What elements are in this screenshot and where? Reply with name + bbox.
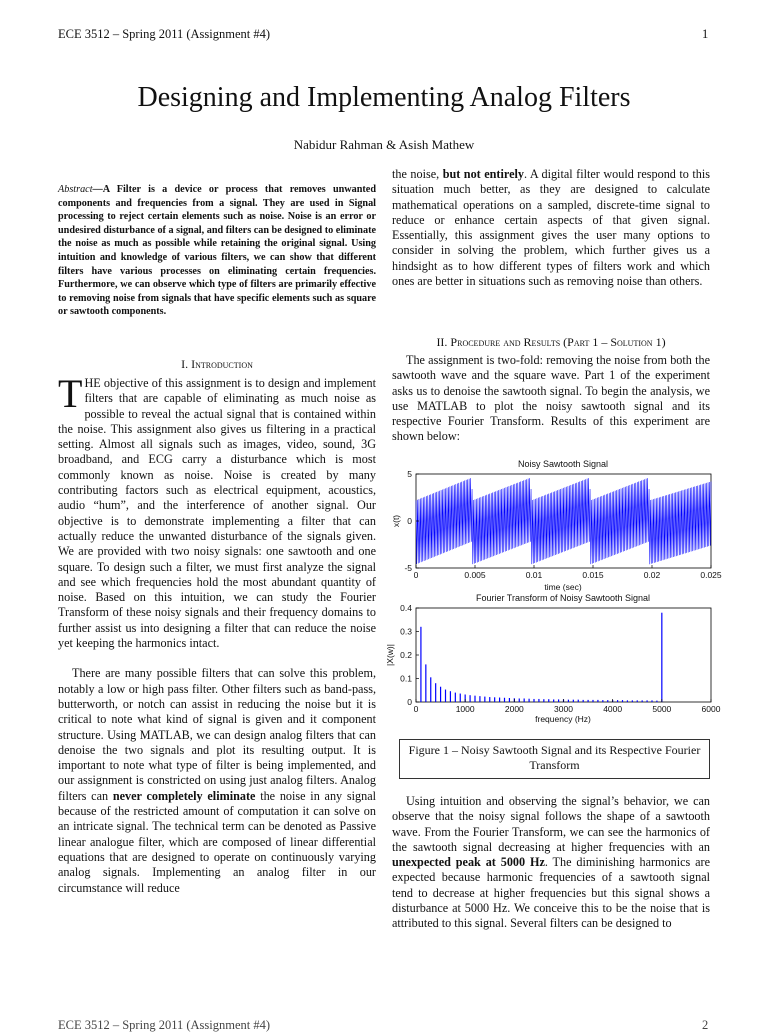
chart-2-xtick-label: 6000 (701, 704, 721, 714)
drop-cap: T (58, 371, 83, 416)
chart-1-xtick-label: 0.02 (643, 570, 661, 580)
chart-1-ytick-label: -5 (404, 563, 412, 573)
chart-2-xtick-label: 0 (413, 704, 419, 714)
section-heading-introduction: I. Introduction (181, 357, 253, 371)
procedure-paragraph-2: Using intuition and observing the signal’s behavior, we can observe that the noisy signal follows the shape of a sawtooth wave. From the Fourier Transform, we can see the harmonics of the sawtooth signal decreasing at higher frequencies with an unexpected peak at 5000 Hz. The diminishing harmonics are expected because harmonic frequencies of a sawtooth signal tend to decrease at higher frequencies but this signal shows a disturbance at 5000 Hz. We conceive this to be the noise that is attributed to this signal. Several filters can be designed to (392, 794, 710, 931)
running-footer: ECE 3512 – Spring 2011 (Assignment #4) (58, 1018, 271, 1032)
chart-2-ytick-label: 0.2 (400, 650, 412, 660)
footer-page-number: 2 (702, 1018, 709, 1032)
paper-title: Designing and Implementing Analog Filters (137, 82, 631, 113)
chart-1-title: Noisy Sawtooth Signal (517, 459, 609, 469)
chart-1-xtick-label: 0.015 (582, 570, 604, 580)
chart-2-xtick-label: 4000 (603, 704, 623, 714)
chart-2-ytick-label: 0.1 (400, 673, 412, 684)
chart-1-signal-line (416, 478, 711, 564)
page-number: 1 (702, 27, 709, 41)
figure-1-charts (380, 452, 725, 732)
running-header: ECE 3512 – Spring 2011 (Assignment #4) (58, 27, 271, 41)
chart-2-ylabel: |X(w)| (385, 644, 395, 666)
chart-1-ytick-label: 0 (407, 516, 412, 526)
section-heading-procedure: II. Procedure and Results (Part 1 – Solution 1) (436, 335, 666, 349)
abstract (58, 183, 376, 319)
chart-1-ylabel: x(t) (391, 514, 401, 528)
chart-2-ytick-label: 0.4 (400, 603, 412, 613)
chart-1-xtick-label: 0 (413, 570, 419, 580)
chart-2-frame (416, 608, 711, 702)
chart-2-xtick-label: 5000 (652, 704, 672, 714)
chart-2-xlabel: frequency (Hz) (535, 714, 591, 724)
abstract-label: Abstract (58, 184, 93, 195)
chart-2-axes (400, 603, 721, 714)
figure-caption: Figure 1 – Noisy Sawtooth Signal and its Respective Fourier Transform (399, 739, 710, 779)
chart-1-xtick-label: 0.005 (464, 570, 486, 580)
introduction-body (58, 371, 376, 896)
chart-2-xtick-label: 2000 (504, 704, 524, 714)
introduction-paragraph-2: There are many possible filters that can solve this problem, notably a low or high pass filter. Other filters such as band-pass, butterworth, or notch can assist in reducing the noise but it is critical to note what kind of signal is given and it component structure. Using MATLAB, we can design analog filters that can denoise the two signals and plot its resulting output. It is important to note what type of filter is being implemented, and our assignment is constricted on using just analog filters. Analog filters can never completely eliminate the noise in any signal because of the restricted amount of computation it can solve on an intricate signal. The technical term can be denoted as Passive linear analogue filter, which are composed of linear differential equations that are designed to operate on continuously varying analog signals. Implementing an analog filter in our circumstance will reduce (58, 666, 376, 895)
chart-2-xtick-label: 1000 (455, 704, 475, 714)
chart-2-marks (421, 613, 662, 702)
introduction-paragraph-1: THE objective of this assignment is to design and implement filters that are capable of eliminating as much noise as possible to reveal the actual signal that is contained within the noise. This assignment also gives us filtering in a practical setting. Almost all signals such as images, video, sound, 3G broadband, and ECG carry a disturbance which is most commonly known as noise. Noise is created by many contributing factors such as electrical equipment, acoustics, audio “hum”, and the interference of another signal. Our objective is to demonstrate implementing a filter that can actually reduce the unwanted disturbance of the signals given. We are provided with two noisy signals: one sawtooth and one square. To design such a filter, we must first analyze the signal and see which frequencies hold the most abundant quantity of noise. Based on this intuition, we can study the Fourier Transform of these noisy signals and their frequency domains to further assist us into designing a filter that can reduce the noise yet keeping the harmonics intact. (58, 371, 376, 651)
chart-1-xtick-label: 0.025 (700, 570, 722, 580)
abstract-text: —A Filter is a device or process that removes unwanted components and frequencies from a signal. They are used in Signal processing to reject certain elements such as noise. Noise is an error or undesired disturbance of a signal, and filters can be designed to eliminate the noise as much as possible while retaining the original signal. Using intuition and knowledge of various filters, we can show that different filters have various processes on eliminating certain frequencies. Furthermore, we can observe which type of filters are primarily effective to removing noise from signals that have specific elements such as square or sawtooth components. (58, 184, 376, 318)
chart-1-xtick-label: 0.01 (525, 570, 543, 580)
chart-2-ytick-label: 0 (407, 697, 412, 707)
right-paragraph-continued: the noise, but not entirely. A digital filter would respond to this situation much better, as they are designed to calculate mathematical operations on a sampled, discrete-time signal to reduce or enhance certain aspects of that given signal. Essentially, this assignment gives the user many options to consider in solving the problem, which further gives us a hindsight as to how different types of filters work and which ones are better in situations such as removing noise than others. (392, 167, 710, 289)
chart-2-xtick-label: 3000 (554, 704, 573, 714)
chart-1-ytick-label: 5 (407, 469, 412, 479)
chart-2-title: Fourier Transform of Noisy Sawtooth Signal (475, 593, 651, 603)
authors: Nabidur Rahman & Asish Mathew (293, 137, 475, 152)
chart-2-ytick-label: 0.3 (400, 626, 412, 637)
chart-1-xlabel: time (sec) (544, 582, 582, 592)
chart-1-marks (416, 478, 711, 564)
procedure-paragraph-1: The assignment is two-fold: removing the noise from both the sawtooth wave and the square wave. Part 1 of the experiment asks us to denoise the sawtooth signal. To begin the analysis, we use MATLAB to plot the noisy sawtooth signal and its respective Fourier Transform. Results of this experiment are shown below: (392, 353, 710, 444)
